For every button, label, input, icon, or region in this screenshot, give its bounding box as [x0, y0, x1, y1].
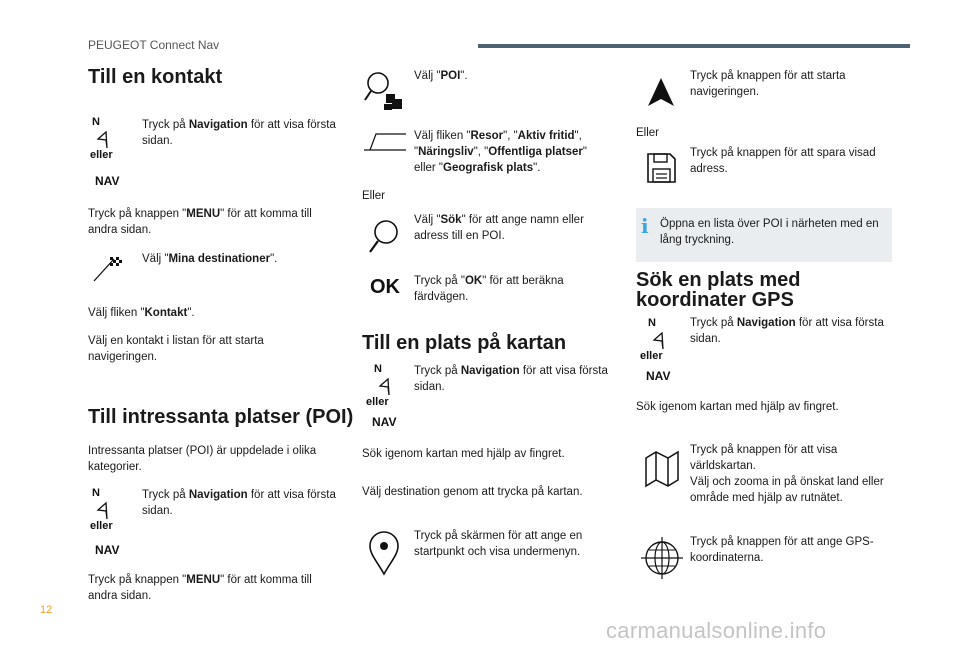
- globe-gps-icon: [640, 536, 684, 580]
- info-text: Öppna en lista över POI i närheten med en lång tryckning.: [660, 218, 879, 246]
- text-gps-nav: Tryck på Navigation för att visa första sidan.: [690, 317, 884, 345]
- navigation-arrow-icon: [360, 375, 400, 397]
- world-map-icon: [642, 448, 682, 488]
- heading-contact: Till en kontakt: [88, 66, 223, 88]
- info-box: [636, 208, 892, 262]
- text-world-map: Tryck på knappen för att visa världskartan. Välj och zooma in på önskat land eller område med hjälp av rutnätet.: [690, 444, 884, 504]
- text-save-address: Tryck på knappen för att spara visad adress.: [690, 147, 876, 175]
- running-header: PEUGEOT Connect Nav: [88, 38, 220, 52]
- navigation-arrow-icon: [634, 329, 674, 351]
- text-gps-scroll: Sök igenom kartan med hjälp av fingret.: [636, 401, 839, 413]
- header-bar: [478, 44, 910, 48]
- navigation-arrow-icon: [86, 499, 126, 521]
- location-pin-icon: [364, 528, 404, 578]
- text-poi-intro: Intressanta platser (POI) är uppdelade i olika kategorier.: [88, 445, 317, 473]
- text-gps-coords: Tryck på knappen för att ange GPS-koordinaterna.: [690, 536, 874, 564]
- save-icon: [644, 150, 678, 186]
- heading-poi: Till intressanta platser (POI): [88, 406, 354, 428]
- nav-button-icon: N eller NAV: [634, 318, 678, 382]
- heading-gps: Sök en plats med koordinater GPS: [636, 269, 801, 311]
- text-select-poi: Välj "POI".: [414, 70, 468, 82]
- nav-button-icon: N eller NAV: [86, 488, 130, 556]
- text-contact-tab: Välj fliken "Kontakt".: [88, 307, 195, 319]
- info-icon: i: [641, 214, 649, 238]
- tabs-icon: [362, 130, 408, 154]
- text-select-tab: Välj fliken "Resor", "Aktiv fritid", "Näringsliv", "Offentliga platser" eller "Geografisk plats".: [414, 130, 587, 174]
- text-start-nav: Tryck på knappen för att starta navigeringen.: [690, 70, 846, 98]
- text-eller-2: Eller: [636, 127, 660, 139]
- text-contact-menu: Tryck på knappen "MENU" för att komma till andra sidan.: [88, 208, 312, 236]
- poi-search-icon: [362, 68, 406, 112]
- text-select-contact: Välj en kontakt i listan för att starta navigeringen.: [88, 335, 264, 363]
- text-poi-nav: Tryck på Navigation för att visa första sidan.: [142, 489, 336, 517]
- destination-flag-icon: [90, 253, 124, 283]
- start-navigation-icon: [644, 76, 678, 108]
- text-my-destinations: Välj "Mina destinationer".: [142, 253, 278, 265]
- text-ok: Tryck på "OK" för att beräkna färdvägen.: [414, 275, 564, 303]
- heading-map: Till en plats på kartan: [362, 332, 567, 354]
- watermark: carmanualsonline.info: [606, 618, 827, 643]
- page-number: 12: [40, 604, 53, 616]
- text-map-scroll: Sök igenom kartan med hjälp av fingret.: [362, 448, 565, 460]
- text-map-press: Tryck på skärmen för att ange en startpunkt och visa undermenyn.: [414, 530, 583, 558]
- text-poi-menu: Tryck på knappen "MENU" för att komma till andra sidan.: [88, 574, 312, 602]
- ok-icon: OK: [370, 276, 400, 298]
- text-contact-nav: Tryck på Navigation för att visa första sidan.: [142, 119, 336, 147]
- text-search-poi: Välj "Sök" för att ange namn eller adress till en POI.: [414, 214, 584, 242]
- nav-button-icon: N eller NAV: [86, 117, 130, 187]
- text-map-nav: Tryck på Navigation för att visa första sidan.: [414, 365, 608, 393]
- text-map-select: Välj destination genom att trycka på kartan.: [362, 486, 583, 498]
- navigation-arrow-icon: [86, 128, 126, 150]
- search-icon: [364, 216, 404, 258]
- text-eller: Eller: [362, 190, 386, 202]
- nav-button-icon: N eller NAV: [360, 364, 404, 428]
